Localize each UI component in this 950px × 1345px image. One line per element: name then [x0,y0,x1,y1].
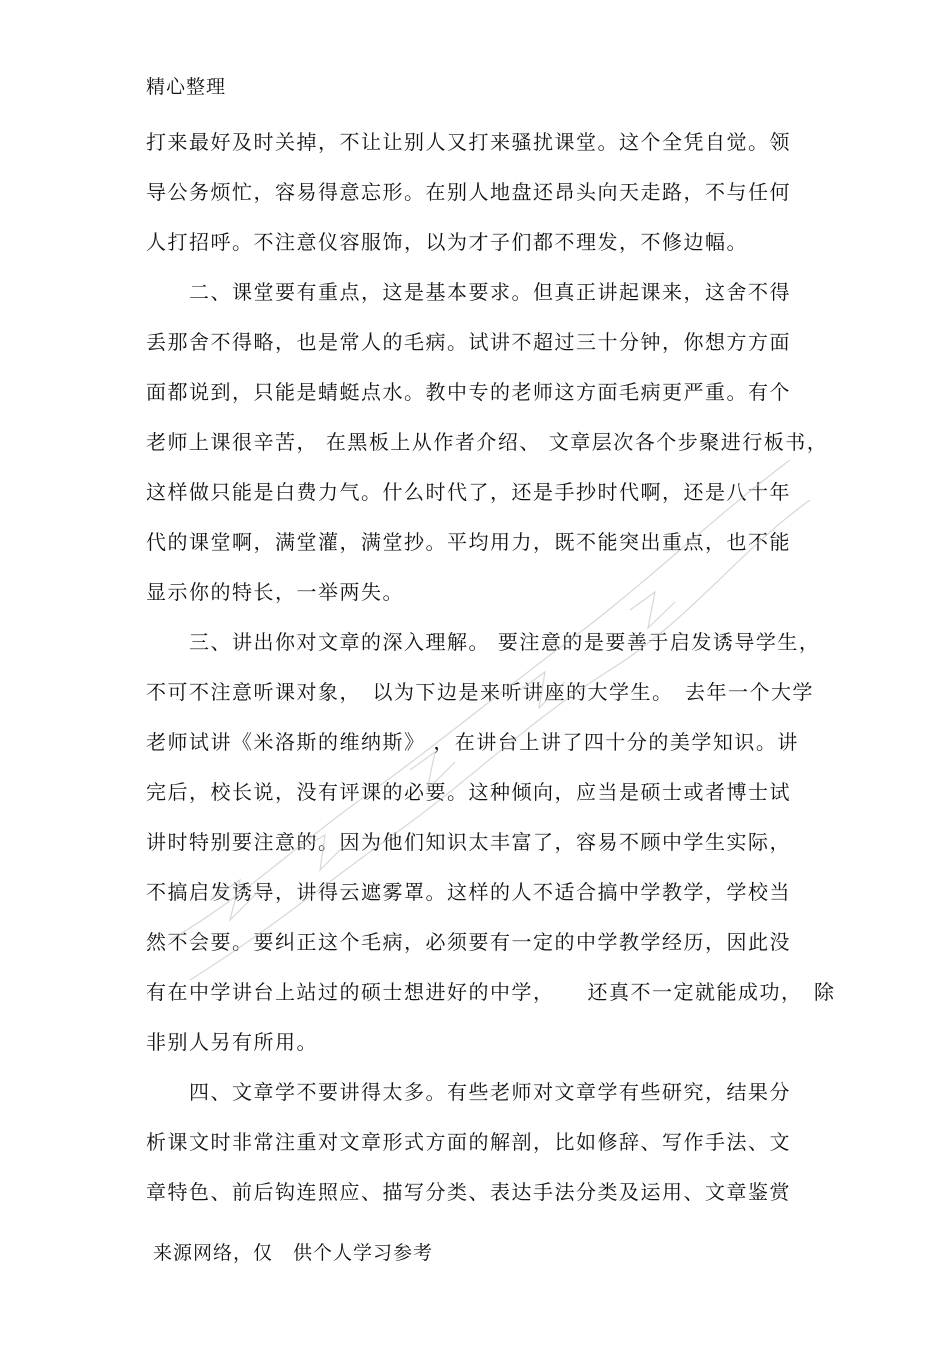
text-line: 打来最好及时关掉，不让让别人又打来骚扰课堂。这个全凭自觉。领 [146,130,791,154]
text-line: 不可不注意听课对象， 以为下边是来听讲座的大学生。 去年一个大学 [146,680,814,704]
text-line: 代的课堂啊，满堂灌，满堂抄。平均用力，既不能突出重点，也不能 [146,530,791,554]
text-line: 人打招呼。不注意仪容服饰，以为才子们都不理发，不修边幅。 [146,230,748,254]
text-line: 二、课堂要有重点，这是基本要求。但真正讲起课来，这舍不得 [146,280,791,304]
text-line: 有在中学讲台上站过的硕士想进好的中学， 还真不一定就能成功， 除 [146,980,836,1004]
text-line: 析课文时非常注重对文章形式方面的解剖，比如修辞、写作手法、文 [146,1130,791,1154]
text-line: 这样做只能是白费力气。什么时代了，还是手抄时代啊，还是八十年 [146,480,791,504]
text-line: 面都说到，只能是蜻蜓点水。教中专的老师这方面毛病更严重。有个 [146,380,791,404]
text-line: 显示你的特长，一举两失。 [146,580,404,604]
text-line: 丢那舍不得略，也是常人的毛病。试讲不超过三十分钟，你想方方面 [146,330,791,354]
text-line: 四、文章学不要讲得太多。有些老师对文章学有些研究，结果分 [146,1080,791,1104]
page-header: 精心整理 [146,76,227,98]
text-line: 老师试讲《米洛斯的维纳斯》 ，在讲台上讲了四十分的美学知识。讲 [146,730,799,754]
page-footer: 来源网络，仅 供个人学习参考 [153,1242,434,1264]
text-line: 完后，校长说，没有评课的必要。这种倾向，应当是硕士或者博士试 [146,780,791,804]
text-line: 老师上课很辛苦， 在黑板上从作者介绍、 文章层次各个步聚进行板书， [146,430,829,454]
text-line: 不搞启发诱导，讲得云遮雾罩。这样的人不适合搞中学教学，学校当 [146,880,791,904]
text-line: 章特色、前后钩连照应、描写分类、表达手法分类及运用、文章鉴赏 [146,1180,791,1204]
text-line: 非别人另有所用。 [146,1030,318,1054]
text-line: 导公务烦忙，容易得意忘形。在别人地盘还昂头向天走路，不与任何 [146,180,791,204]
text-line: 三、讲出你对文章的深入理解。 要注意的是要善于启发诱导学生， [146,630,821,654]
text-line: 讲时特别要注意的。因为他们知识太丰富了，容易不顾中学生实际， [146,830,791,854]
text-line: 然不会要。要纠正这个毛病，必须要有一定的中学教学经历，因此没 [146,930,791,954]
